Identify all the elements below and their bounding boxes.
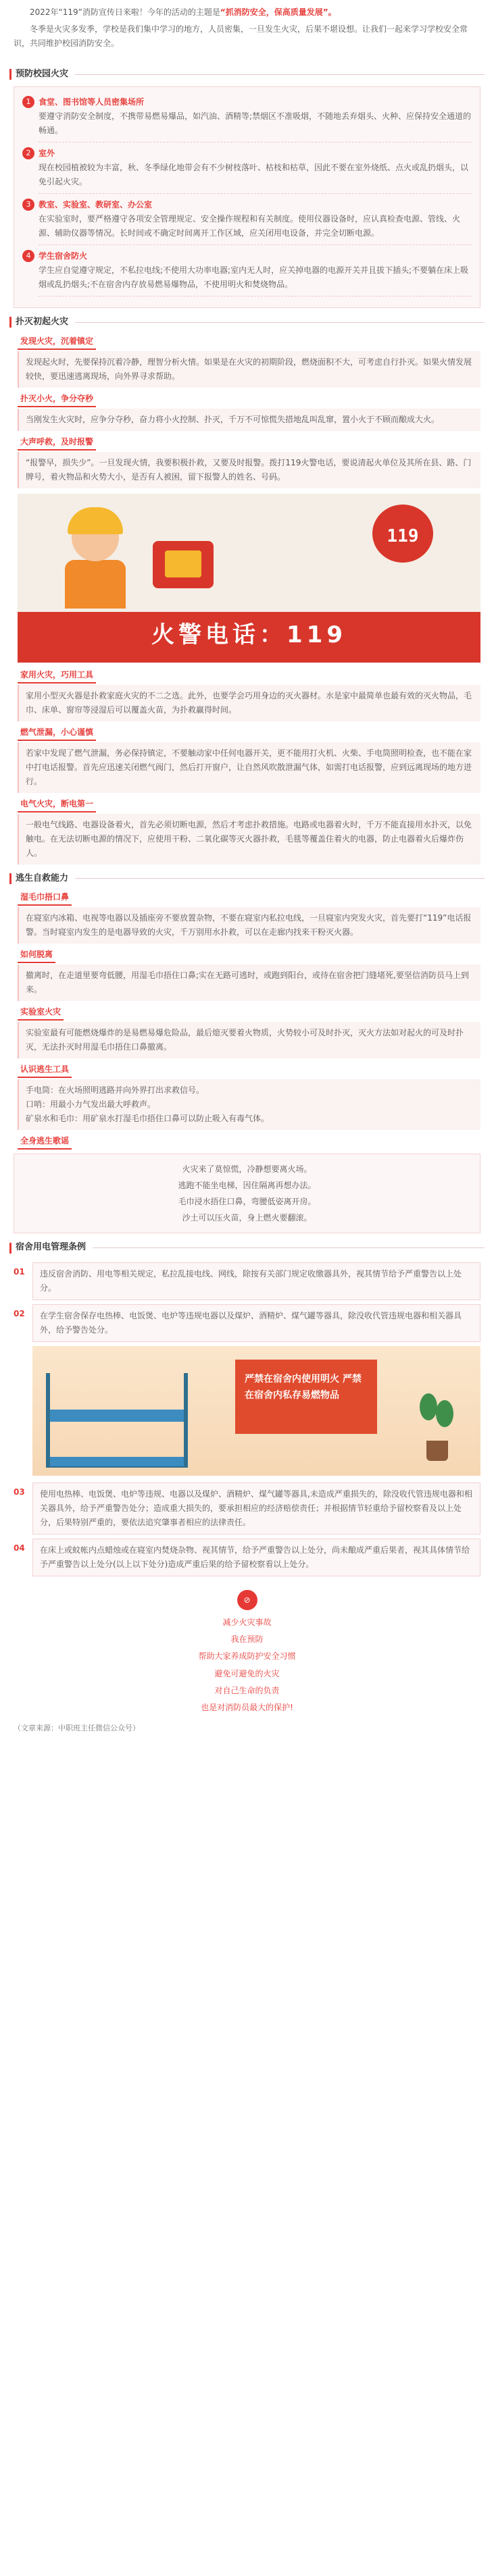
rhyme-line: 沙土可以压火苗，身上燃火要翻滚。 — [182, 1213, 312, 1223]
number-badge: 4 — [22, 250, 34, 262]
extinguish-block — [14, 668, 480, 721]
rule-number: 02 — [14, 1309, 25, 1318]
intro-text: 2022年“119”消防宣传日来啦！今年的活动的主题是 — [30, 7, 220, 17]
block-tag: 实验室火灾 — [18, 1005, 64, 1021]
block-text: 若家中发现了燃气泄漏，务必保持镇定，不要触动家中任何电器开关，更不能用打火机、火柴、手电筒照明检查，也不能在家中打电话报警。首先应迅速关闭燃气阀门，然后打开窗户，让自然风吹散泄漏气体，如需打电话报警，应到远离现场的地方进行。 — [18, 742, 480, 793]
rhyme-line: 火灾来了莫惊慌，冷静想要离火场。 — [182, 1164, 312, 1175]
rule-item — [14, 1262, 480, 1300]
slogan-line: 对自己生命的负责 — [214, 1685, 280, 1695]
block-tag: 扑灭小火，争分夺秒 — [18, 392, 96, 407]
extinguish-block — [14, 334, 480, 388]
rule-text: 在学生宿舍保存电热棒、电饭煲、电炉等违规电器以及煤炉、酒精炉、煤气罐等器具，除没收代管违规电器和相关器具外，给予警告处分。 — [32, 1304, 480, 1342]
helmet-icon — [68, 507, 123, 534]
upper-mattress — [50, 1410, 184, 1422]
rule-text: 在床上或蚊帐内点蜡烛或在寝室内焚烧杂物、视其情节，给予严重警告以上处分，尚未酿成严重后果者，视其具体情节给予严重警告以上处分(以上以下处分)造成严重后果的给予留校察看以上处分。 — [32, 1539, 480, 1576]
rule-text: 违反宿舍消防、用电等相关规定，私拉乱接电线、网线，除按有关部门规定收缴器具外，视其情节给予严重警告以上处分。 — [32, 1262, 480, 1300]
rhyme-line: 毛巾浸水捂住口鼻，弯腰低姿离开房。 — [178, 1197, 316, 1207]
section-extinguish-header — [0, 315, 494, 330]
extinguish-block — [14, 797, 480, 865]
no-fire-icon: ⊘ — [237, 1590, 257, 1610]
block-text: 当刚发生火灾时，应争分夺秒，奋力将小火控制、扑灭，千万不可惊慌失措地乱叫乱窜，置小火于不顾而酿成大火。 — [18, 409, 480, 431]
extinguish-block — [14, 435, 480, 488]
telephone-icon — [153, 541, 214, 588]
item-label: 教室、实验室、教研室、办公室 — [39, 199, 153, 209]
block-tag: 家用火灾，巧用工具 — [18, 668, 96, 684]
block-tag: 认识逃生工具 — [18, 1062, 72, 1078]
leaf-icon — [436, 1400, 453, 1427]
block-text: 实验室最有可能燃烧爆炸的是易燃易爆危险品，最后熄灭要着火物质，火势较小可及时扑灭，灭火方法如对起火的可及时扑灭，无法扑灭时用湿毛巾捂住口鼻撤离。 — [18, 1022, 480, 1058]
rule-number: 04 — [14, 1543, 25, 1553]
block-text: 发现起火时，先要保持沉着冷静，理智分析火情。如果是在火灾的初期阶段，燃烧面积不大，可考虑自行扑灭。如果火情发展较快，要迅速逃离现场，向外界寻求帮助。 — [18, 351, 480, 388]
block-tag: 燃气泄漏，小心谨慎 — [18, 725, 96, 741]
escape-block — [14, 1134, 480, 1150]
dorm-rules — [14, 1262, 480, 1342]
warning-sign: 严禁在宿舍内使用明火 严禁在宿舍内私存易燃物品 — [235, 1360, 377, 1434]
rule-number: 01 — [14, 1267, 25, 1277]
rule-number: 03 — [14, 1487, 25, 1497]
firefighter-body — [65, 560, 126, 609]
closing-slogan — [0, 1590, 494, 1716]
divider — [75, 74, 485, 75]
theme-highlight: “抓消防安全，保高质量发展”。 — [220, 7, 337, 17]
prevent-fire-card — [14, 86, 480, 308]
section-bar — [9, 317, 11, 328]
item-text: 学生应自觉遵守规定，不私拉电线;不使用大功率电器;室内无人时，应关掉电器的电源开关并且拔下插头;不要躺在床上吸烟或乱扔烟头;不在宿舍内存放易燃易爆物品，不使用明火和焚烧物品。 — [39, 263, 472, 297]
leaf-icon — [420, 1393, 437, 1420]
block-tag: 大声呼救，及时报警 — [18, 435, 96, 450]
divider — [75, 878, 485, 879]
item-label: 室外 — [39, 148, 55, 158]
article-source: （文章来源：中职班主任微信公众号） — [14, 1724, 140, 1733]
number-badge: 1 — [22, 96, 34, 108]
intro-paragraph-2: 冬季是火灾多发季，学校是我们集中学习的地方，人员密集，一旦发生火灾，后果不堪设想。让我们一起来学习学校安全常识，共同维护校园消防安全。 — [14, 24, 468, 48]
section-dorm-rules-header — [0, 1240, 494, 1256]
rhyme-line: 逃跑不能坐电梯，因住隔离再想办法。 — [178, 1181, 316, 1191]
section-title: 逃生自救能力 — [16, 873, 69, 883]
divider — [93, 1247, 485, 1248]
block-tag: 如何脱离 — [18, 948, 55, 963]
slogan-line: 也是对消防员最大的保护! — [201, 1702, 293, 1712]
section-title: 宿舍用电管理条例 — [16, 1242, 87, 1253]
hotline-number: 119 — [387, 525, 419, 546]
intro-paragraph-1 — [14, 5, 480, 20]
block-tag: 电气火灾，断电第一 — [18, 797, 96, 813]
divider — [75, 322, 485, 323]
phone-badge — [372, 505, 433, 563]
escape-block — [14, 948, 480, 1001]
poster-caption: 火警电话：119 — [151, 621, 347, 648]
item-label: 食堂、图书馆等人员密集场所 — [39, 97, 145, 107]
prevent-item — [22, 198, 472, 245]
pot-icon — [426, 1441, 448, 1461]
rule-item — [14, 1304, 480, 1342]
rule-item — [14, 1539, 480, 1576]
item-text: 在实验室时，要严格遵守各项安全管理规定、安全操作规程和有关制度。使用仪器设备时，应认真检查电源、管线、火源、辅助仪器等情况。长时间或不确定时间离开工作区域，应关闭用电设备，并完全切断电源。 — [39, 212, 472, 245]
item-text: 现在校园植被较为丰富，秋、冬季绿化地带会有不少树枝落叶、枯枝和枯草，因此不要在室外烧纸、点火或乱扔烟头，以免引起火灾。 — [39, 161, 472, 194]
slogan-line: 减少火灾事故 — [222, 1618, 272, 1627]
intro — [0, 0, 494, 60]
section-prevent-fire-header — [0, 67, 494, 82]
prevent-item — [22, 249, 472, 297]
fire-hotline-poster — [18, 494, 480, 663]
block-text: 撤离时，在走道里要弯低腰，用湿毛巾捂住口鼻;实在无路可逃时，或跑到阳台，或待在宿舍把门缝堵死,要坚信消防员马上到来。 — [18, 964, 480, 1001]
block-text: 家用小型灭火器是扑救家庭火灾的不二之选。此外，也要学会巧用身边的灭火器材。水是家中最简单也最有效的灭火物品，毛巾、床单、窗帘等浸湿后可以覆盖火苗，为扑救赢得时间。 — [18, 685, 480, 721]
item-label: 学生宿舍防火 — [39, 251, 88, 261]
dorm-safety-illustration — [32, 1346, 480, 1476]
block-tag: 全身逃生歌谣 — [18, 1134, 72, 1150]
rule-text: 使用电热棒、电饭煲、电炉等违规、电器以及煤炉、酒精炉、煤气罐等器具,未造成严重损失的，除没收代管违规电器和相关器具外，给予严重警告处分；造成重大损失的，要承担相应的经济赔偿责任；并根据情节轻重给予留校察看及以上处分，后果特别严重的，要依法追究肇事者相应的法律责任。 — [32, 1483, 480, 1535]
prevent-item — [22, 95, 472, 143]
section-title: 预防校园火灾 — [16, 69, 69, 79]
block-text: “报警早，损失少”。一旦发现火情，我要积极扑救，又要及时报警。拨打119火警电话，要说清起火单位及其所在县、路、门牌号，着火物品和火势大小，是否有人被困，留下报警人的姓名、号码。 — [18, 452, 480, 488]
section-escape-header — [0, 871, 494, 887]
plant-icon — [417, 1393, 458, 1461]
escape-block — [14, 890, 480, 944]
item-text: 要遵守消防安全制度，不携带易燃易爆品，如汽油、酒精等;禁烟区不准吸烟，不随地丢弃烟头、火种、应保持安全通道的畅通。 — [39, 109, 472, 143]
escape-block — [14, 1062, 480, 1130]
extinguish-block — [14, 725, 480, 793]
prevent-item — [22, 147, 472, 194]
block-tag: 发现火灾，沉着镇定 — [18, 334, 96, 350]
section-title: 扑灭初起火灾 — [16, 316, 69, 327]
lower-mattress — [50, 1457, 184, 1466]
escape-rhyme — [14, 1154, 480, 1233]
number-badge: 3 — [22, 199, 34, 211]
number-badge: 2 — [22, 147, 34, 159]
slogan-line: 帮助大家养成防护安全习惯 — [198, 1651, 296, 1661]
slogan-line: 我在预防 — [230, 1634, 264, 1645]
section-bar — [9, 69, 11, 80]
slogan-line: 避免可避免的火灾 — [214, 1668, 280, 1678]
phone-keypad — [165, 550, 201, 577]
firefighter-illustration — [58, 507, 132, 609]
rule-item — [14, 1483, 480, 1535]
block-text: 手电筒：在火场照明逃路并向外界打出求救信号。 口哨：用最小力气发出最大呼救声。 矿泉水和毛巾：用矿泉水打湿毛巾捂住口鼻可以防止吸入有毒气体。 — [18, 1079, 480, 1130]
section-bar — [9, 1243, 11, 1254]
block-text: 在寝室内冰箱、电视等电器以及插座旁不要放置杂物，不要在寝室内私拉电线，一旦寝室内突发火灾，首先要打“119”电话报警。当时寝室内发生的是电器导致的火灾，千万别用水扑救，可以在走廊内找来干粉灭火器。 — [18, 907, 480, 944]
section-bar — [9, 873, 11, 884]
extinguish-block — [14, 392, 480, 431]
block-text: 一般电气线路、电器设备着火，首先必须切断电源，然后才考虑扑救措施。电路或电器着火时，千万不能直接用水扑灭，以免触电。在无法切断电源的情况下，应使用干粉、二氧化碳等灭火器扑救，毛毯等覆盖住着火的电器，防止电器着火后爆炸伤人。 — [18, 814, 480, 865]
block-tag: 湿毛巾捂口鼻 — [18, 890, 72, 906]
dorm-rules-continued — [14, 1483, 480, 1576]
escape-block — [14, 1005, 480, 1058]
